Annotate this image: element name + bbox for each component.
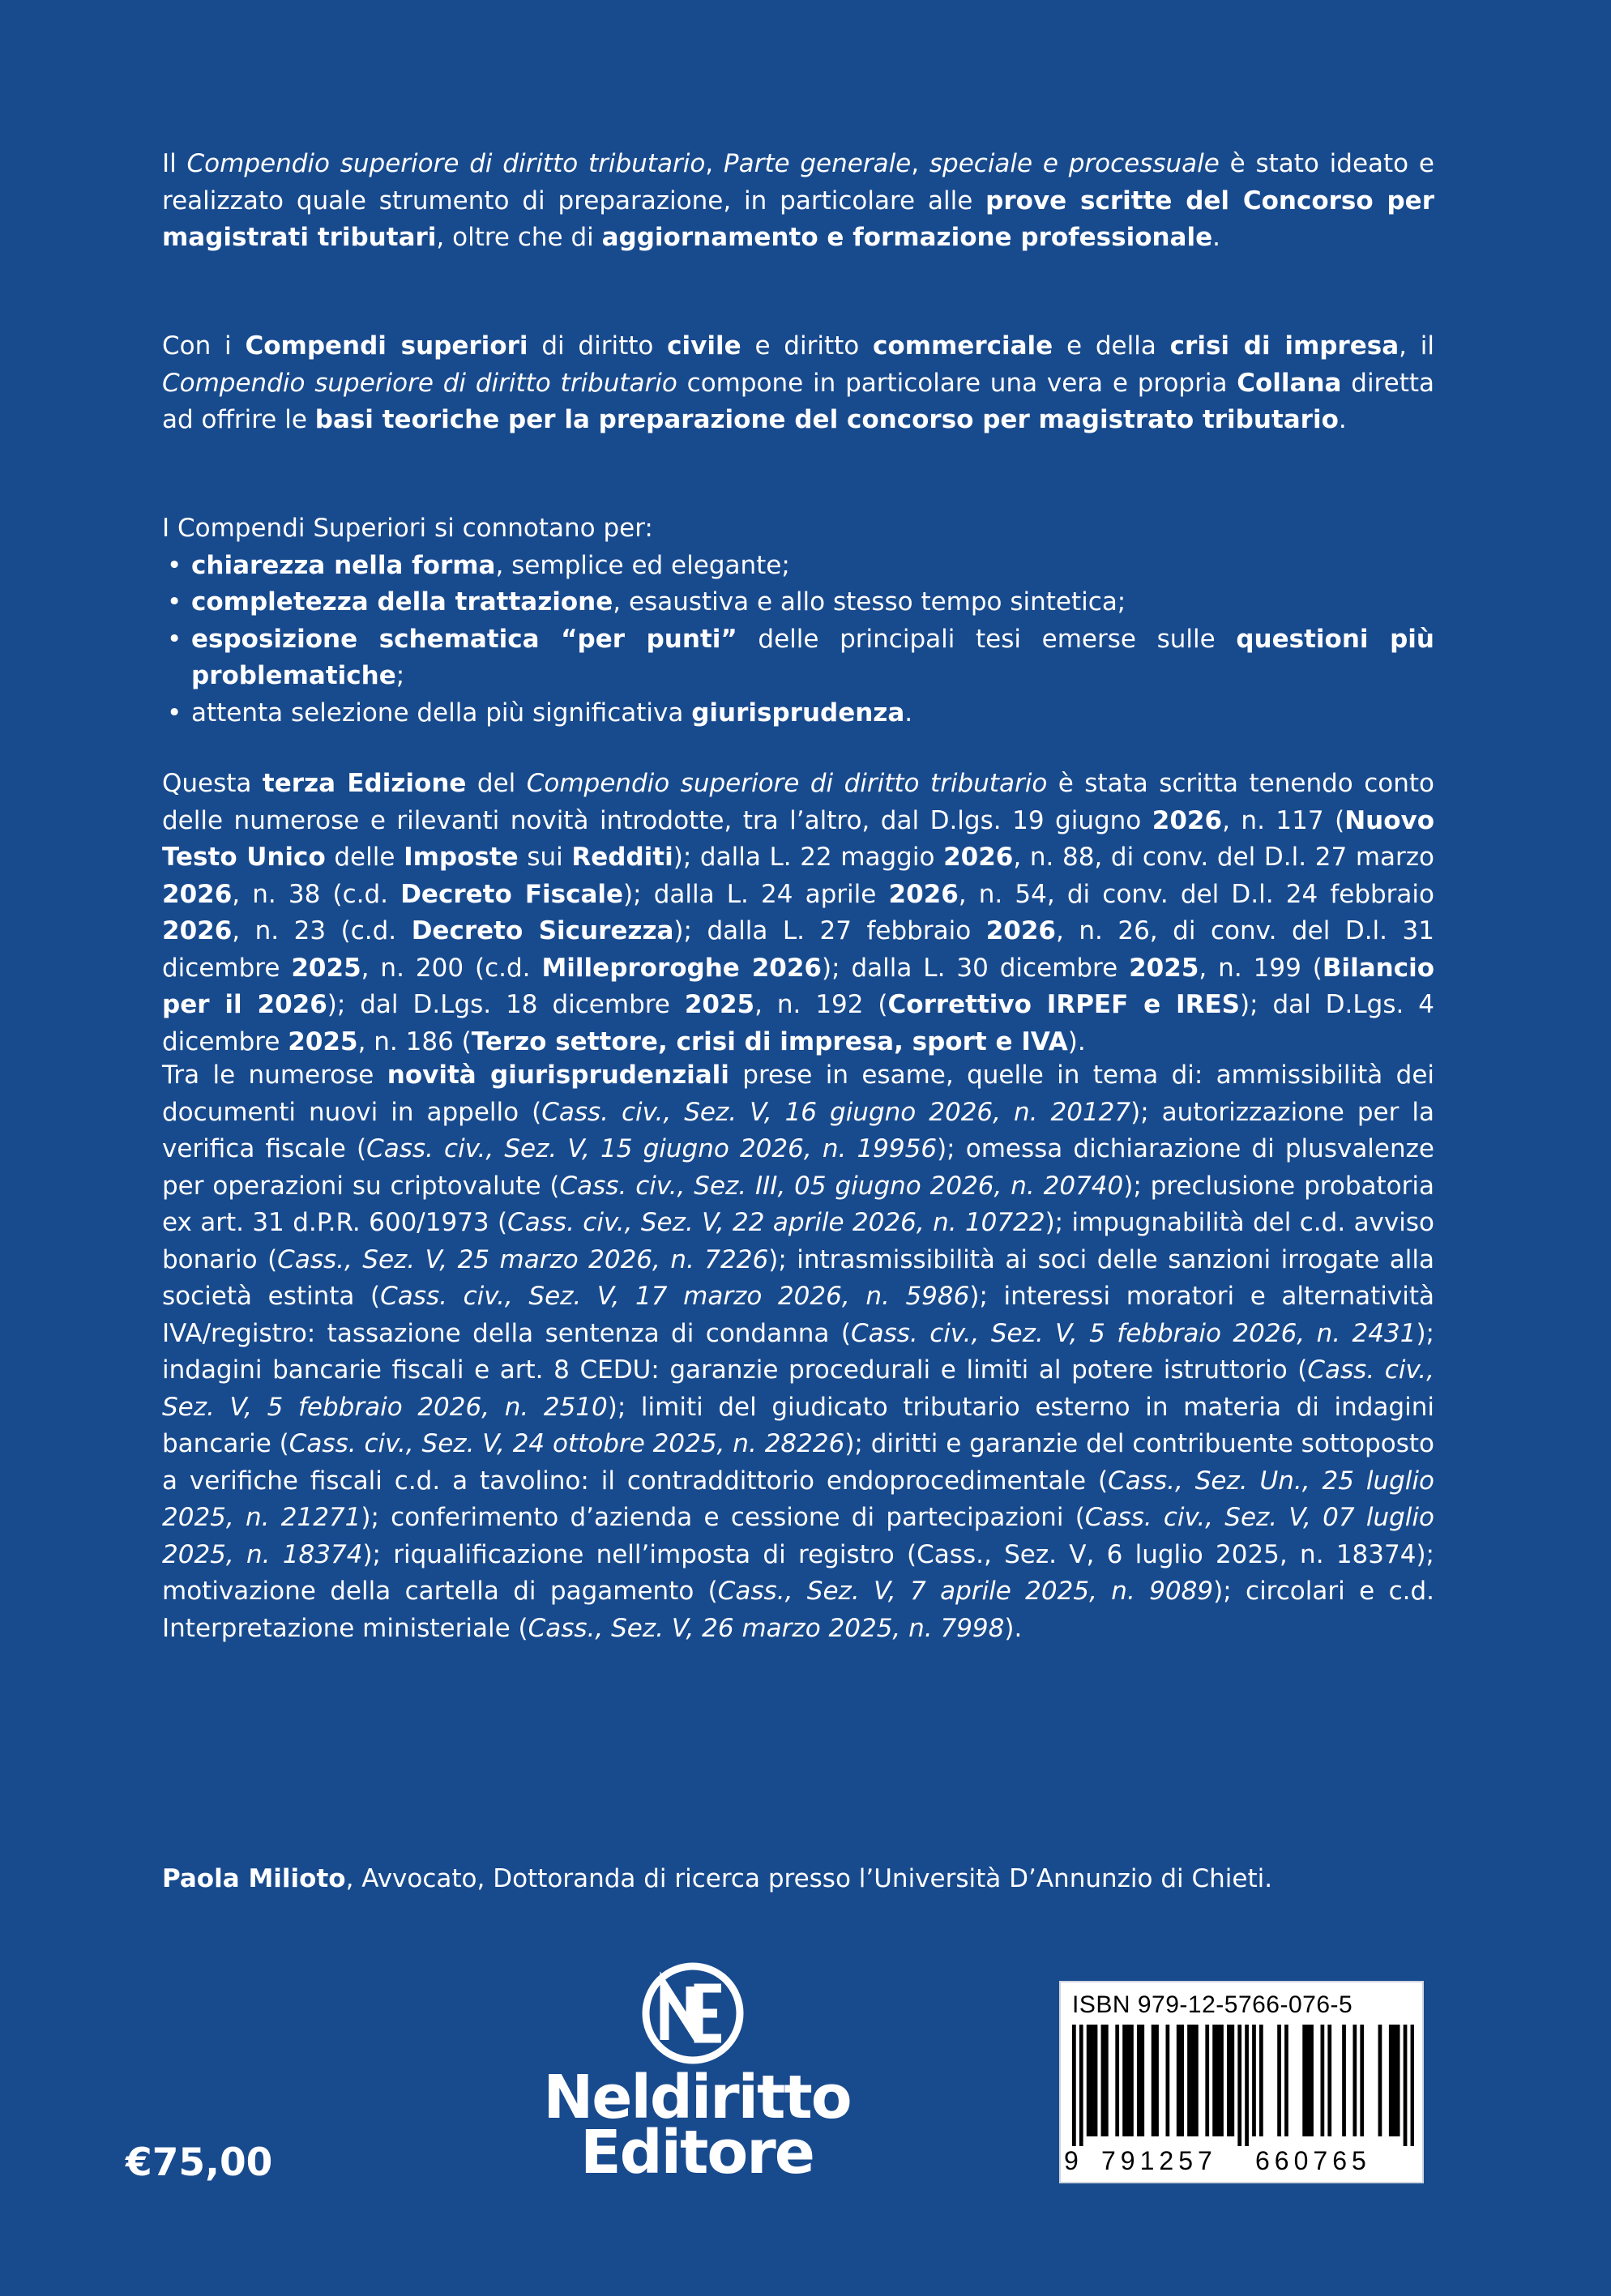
barcode-bar: [1302, 2025, 1306, 2136]
barcode-bar: [1130, 2025, 1134, 2136]
edition-paragraph-text: Questa terza Edizione del Compendio superiore di diritto tributario è stata scritta tenendo conto delle numerose e rilevanti novità introdotte, tra l’altro, dal D.lgs. 19 giugno 2026, n. 117 (Nuovo Testo Unico delle Imposte sui Redditi); dalla L. 22 maggio 2026, n. 88, di conv. del D.l. 27 marzo 2026, n. 38 (c.d. Decreto Fiscale); dalla L. 24 aprile 2026, n. 54, di conv. del D.l. 24 febbraio 2026, n. 23 (c.d. Decreto Sicurezza); dalla L. 27 febbraio 2026, n. 26, di conv. del D.l. 31 dicembre 2025, n. 200 (c.d. Milleproroghe 2026); dalla L. 30 dicembre 2025, n. 199 (Bilancio per il 2026); dal D.Lgs. 18 dicembre 2025, n. 192 (Correttivo IRPEF e IRES); dal D.Lgs. 4 dicembre 2025, n. 186 (Terzo settore, crisi di impresa, sport e IVA).: [162, 769, 1435, 1056]
barcode-bar: [1090, 2025, 1094, 2136]
feature-item: • attenta selezione della più significativa giurisprudenza.: [162, 695, 1434, 732]
barcode-bar: [1245, 2025, 1249, 2146]
ean13-barcode-icon: [1072, 2025, 1414, 2146]
author-note: [162, 1861, 1434, 1898]
barcode-bar: [1284, 2025, 1288, 2136]
barcode-bar: [1187, 2025, 1191, 2136]
intro-paragraph-text: Il Compendio superiore di diritto tributario, Parte generale, speciale e processuale è stato ideato e realizzato quale strumento di preparazione, in particolare alle prove scritte del Concorso per magistrati tributari, oltre che di aggiornamento e formazione professionale.: [162, 149, 1434, 252]
barcode-bar: [1105, 2025, 1109, 2136]
barcode-bar: [1252, 2025, 1256, 2136]
isbn-barcode-box: [1059, 1981, 1424, 2183]
barcode-bar: [1094, 2025, 1098, 2136]
features-section: [162, 510, 1434, 732]
publisher-name-line1: Neldiritto: [543, 2063, 851, 2132]
barcode-bar: [1152, 2025, 1156, 2136]
ne-monogram-logo-icon: [640, 1961, 746, 2066]
features-list: [162, 548, 1434, 732]
barcode-bar: [1230, 2025, 1234, 2136]
barcode-bar: [1212, 2025, 1216, 2136]
feature-item: • esposizione schematica “per punti” delle principali tesi emerse sulle questioni più problematiche;: [162, 621, 1434, 695]
barcode-bar: [1205, 2025, 1209, 2136]
barcode-bar: [1087, 2025, 1091, 2136]
barcode-bar: [1191, 2025, 1195, 2136]
barcode-bar: [1396, 2025, 1400, 2136]
edition-paragraph: [162, 766, 1434, 1061]
barcode-bar: [1277, 2025, 1281, 2136]
feature-item: • chiarezza nella forma, semplice ed elegante;: [162, 548, 1434, 585]
barcode-bar: [1137, 2025, 1141, 2136]
barcode-bar: [1389, 2025, 1393, 2136]
barcode-bar: [1327, 2025, 1331, 2136]
isbn-digits-left: 791257: [1101, 2146, 1217, 2175]
barcode-bar: [1194, 2025, 1199, 2136]
barcode-bar: [1126, 2025, 1130, 2136]
barcode-bar: [1072, 2025, 1076, 2146]
barcode-bar: [1237, 2025, 1241, 2146]
publisher-logo: [519, 1961, 875, 2187]
barcode-bar: [1079, 2025, 1083, 2146]
barcode-bar: [1259, 2025, 1263, 2136]
author-note-text: Paola Milioto, Avvocato, Dottoranda di ricerca presso l’Università D’Annunzio di Chieti.: [162, 1864, 1273, 1893]
barcode-bar: [1115, 2025, 1119, 2136]
intro-paragraph: [162, 146, 1434, 257]
series-paragraph-text: Con i Compendi superiori di diritto civile e diritto commerciale e della crisi di impresa, il Compendio superiore di diritto tributario compone in particolare una vera e propria Collana diretta ad offrire le basi teoriche per la preparazione del concorso per magistrato tributario.: [162, 331, 1435, 434]
barcode-bar: [1352, 2025, 1357, 2136]
barcode-bar: [1392, 2025, 1396, 2136]
barcode-bar: [1216, 2025, 1220, 2136]
isbn-digits: [1064, 2144, 1421, 2177]
barcode-bar: [1342, 2025, 1346, 2136]
isbn-digit-first: 9: [1064, 2146, 1079, 2175]
isbn-label: ISBN 979-12-5766-076-5: [1072, 1991, 1353, 2018]
isbn-digits-right: 660765: [1255, 2146, 1371, 2175]
publisher-name-line2: Editore: [580, 2118, 814, 2187]
barcode-bar: [1220, 2025, 1224, 2136]
barcode-bar: [1177, 2025, 1181, 2136]
barcode-bar: [1411, 2025, 1414, 2146]
barcode-bar: [1306, 2025, 1310, 2136]
features-intro: I Compendi Superiori si connotano per:: [162, 514, 653, 543]
barcode-bar: [1101, 2025, 1105, 2136]
series-paragraph: [162, 328, 1434, 439]
case-law-paragraph: [162, 1057, 1434, 1647]
barcode-bar: [1227, 2025, 1231, 2136]
barcode-bar: [1321, 2025, 1325, 2136]
barcode-bar: [1180, 2025, 1184, 2136]
case-law-paragraph-text: Tra le numerose novità giurisprudenziali prese in esame, quelle in tema di: ammissibilità dei documenti nuovi in appello (Cass. civ., Sez. V, 16 giugno 2026, n. 20127); autorizzazione per la verifica fiscale (Cass. civ., Sez. V, 15 giugno 2026, n. 19956); omessa dichiarazione di plusvalenze per operazioni su criptovalute (Cass. civ., Sez. III, 05 giugno 2026, n. 20740); preclusione probatoria ex art. 31 d.P.R. 600/1973 (Cass. civ., Sez. V, 22 aprile 2026, n. 10722); impugnabilità del c.d. avviso bonario (Cass., Sez. V, 25 marzo 2026, n. 7226); intrasmissibilità ai soci delle sanzioni irrogate alla società estinta (Cass. civ., Sez. V, 17 marzo 2026, n. 5986); interessi moratori e alternatività IVA/registro: tassazione della sentenza di condanna (Cass. civ., Sez. V, 5 febbraio 2026, n. 2431); indagini bancarie fiscali e art. 8 CEDU: garanzie procedurali e limiti al potere istruttorio (Cass. civ., Sez. V, 5 febbraio 2026, n. 2510); limiti del giudicato tributario esterno in materia di indagini bancarie (Cass. civ., Sez. V, 24 ottobre 2025, n. 28226); diritti e garanzie del contribuente sottoposto a verifiche fiscali c.d. a tavolino: il contraddittorio endoprocedimentale (Cass., Sez. Un., 25 luglio 2025, n. 21271); conferimento d’azienda e cessione di partecipazioni (Cass. civ., Sez. V, 07 luglio 2025, n. 18374); riqualificazione nell’imposta di registro (Cass., Sez. V, 6 luglio 2025, n. 18374); motivazione della cartella di pagamento (Cass., Sez. V, 7 aprile 2025, n. 9089); circolari e c.d. Interpretazione ministeriale (Cass., Sez. V, 26 marzo 2025, n. 7998).: [162, 1061, 1435, 1643]
price-label: €75,00: [126, 2140, 273, 2185]
barcode-bar: [1310, 2025, 1314, 2136]
barcode-bar: [1404, 2025, 1408, 2146]
barcode-bar: [1360, 2025, 1364, 2136]
barcode-bar: [1122, 2025, 1126, 2136]
barcode-bar: [1140, 2025, 1144, 2136]
feature-item: • completezza della trattazione, esaustiva e allo stesso tempo sintetica;: [162, 584, 1434, 621]
barcode-bar: [1378, 2025, 1382, 2136]
barcode-bar: [1165, 2025, 1169, 2136]
barcode-bar: [1155, 2025, 1159, 2136]
